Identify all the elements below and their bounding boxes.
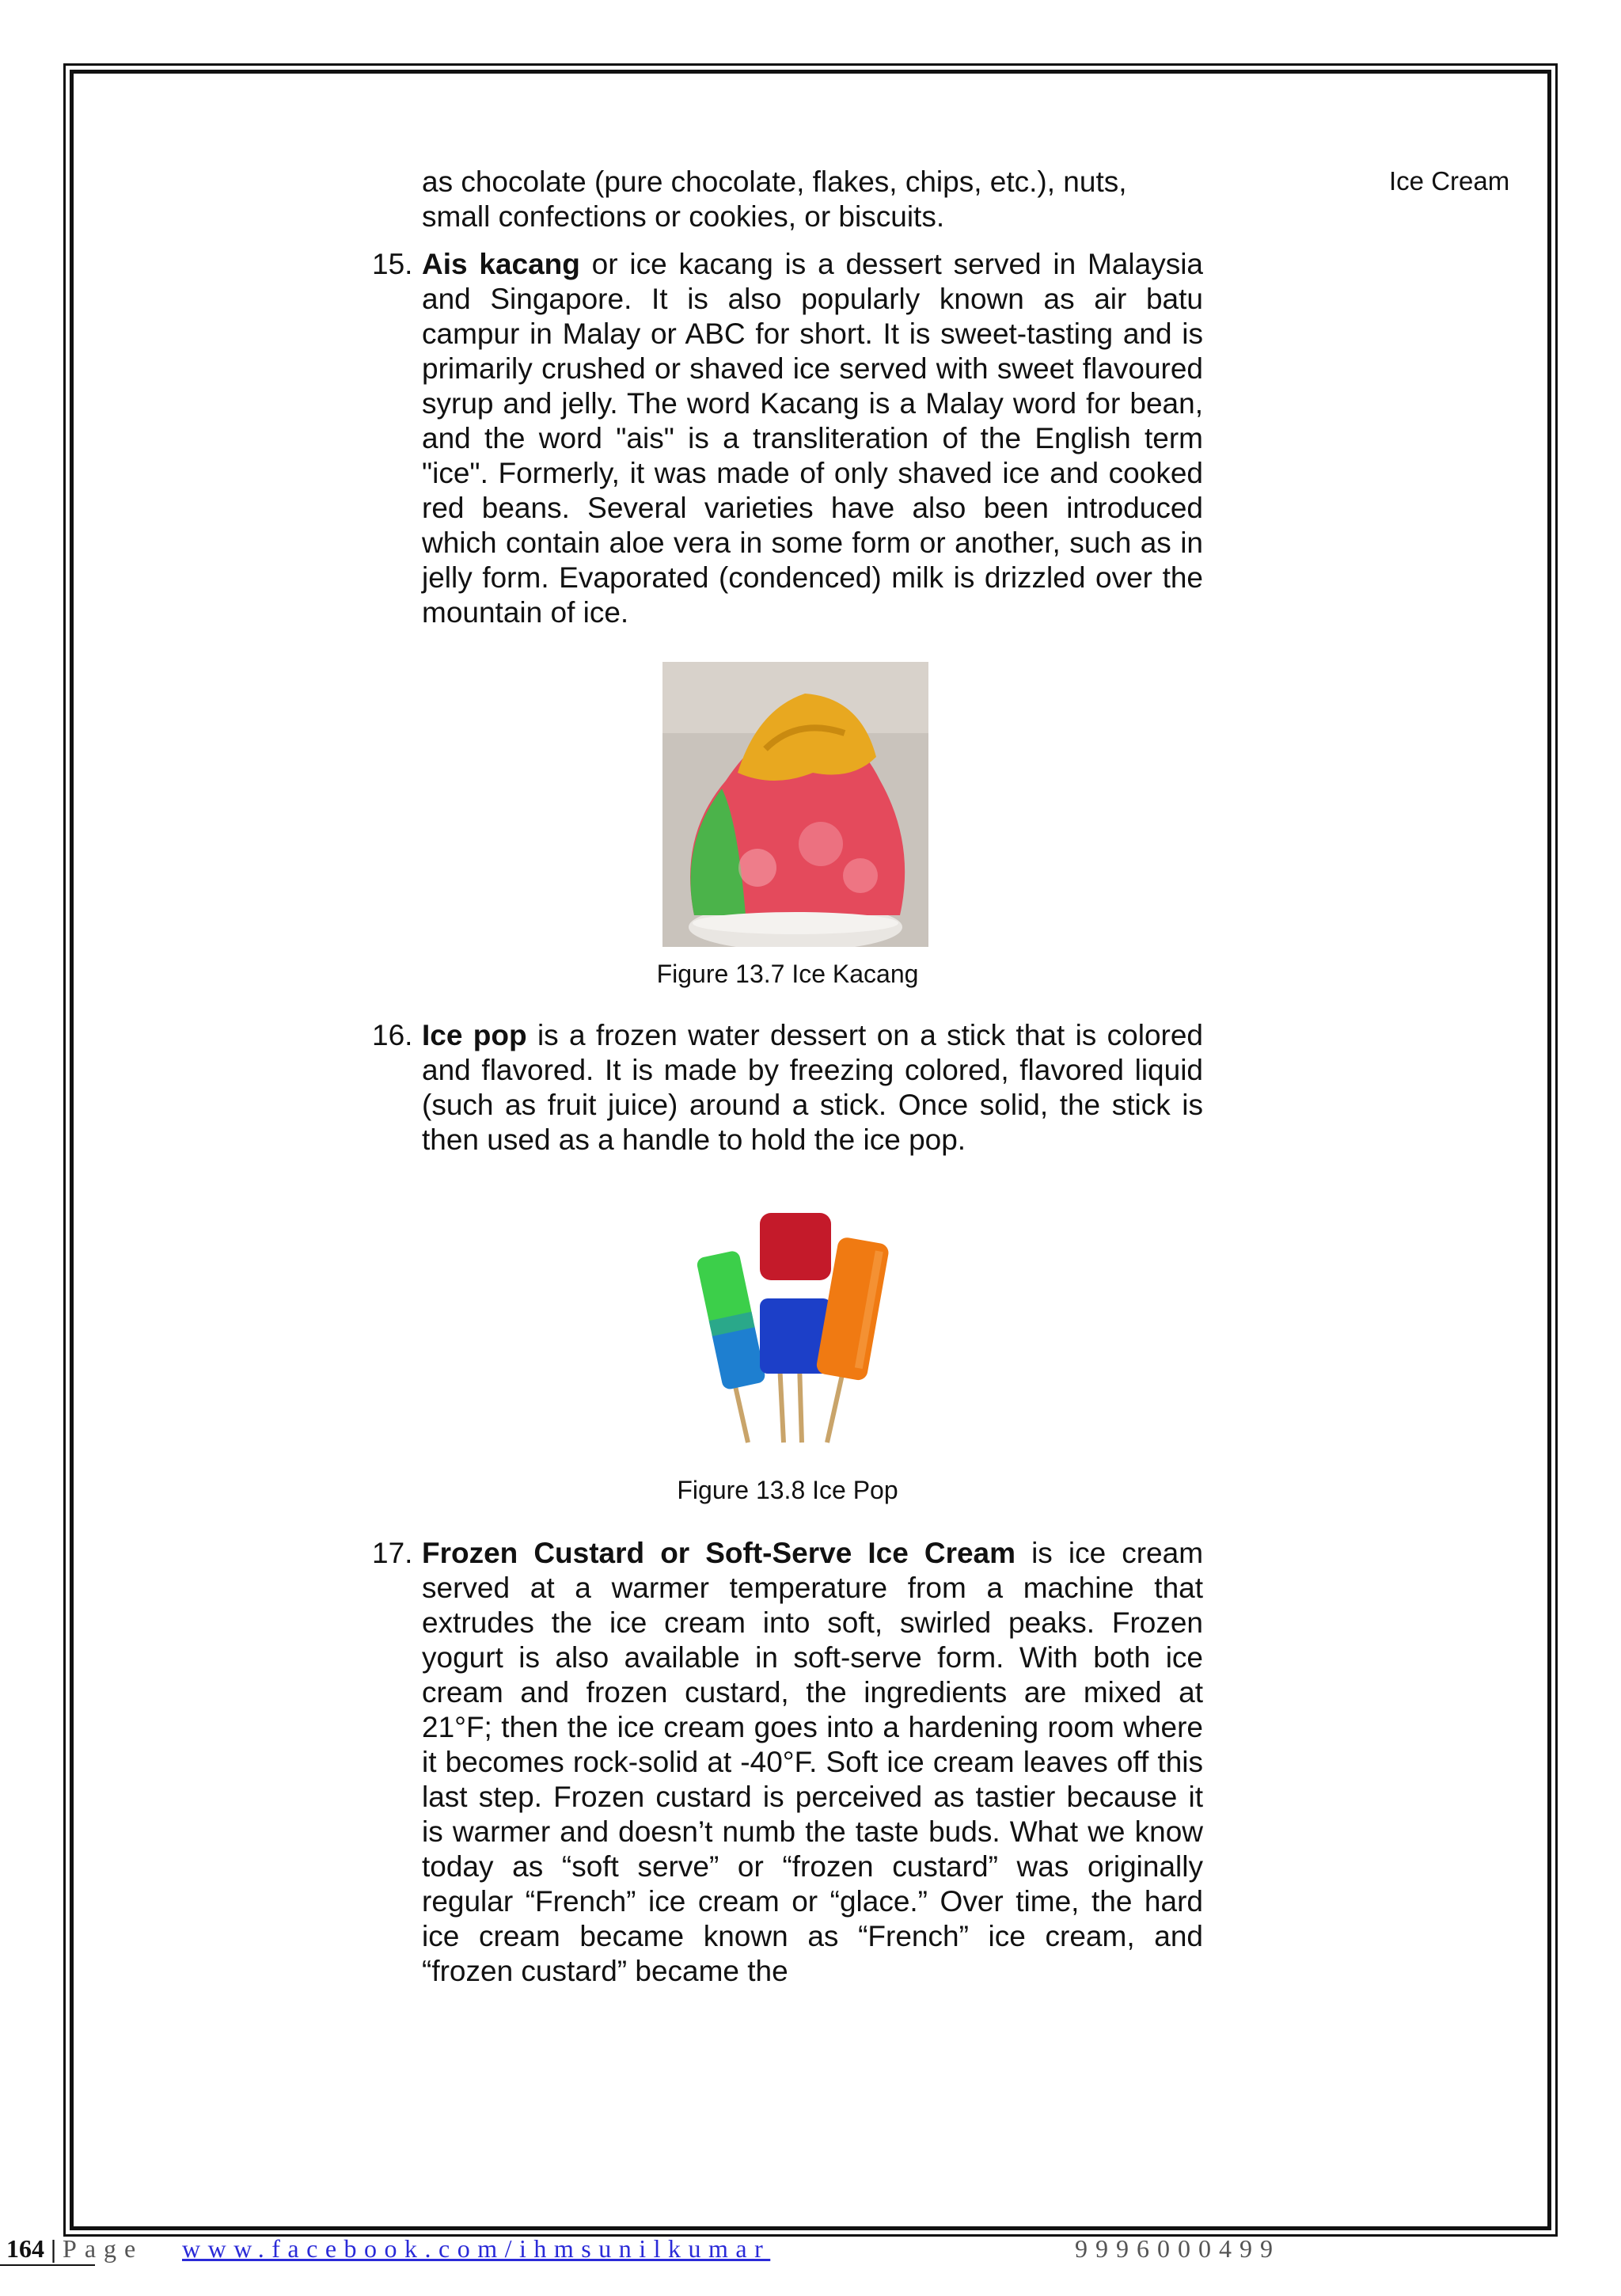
figure-ice-kacang <box>372 662 1203 991</box>
item-term: Ice pop <box>422 1019 527 1051</box>
intro-line-1: as chocolate (pure chocolate, flakes, chips, etc.), nuts, <box>422 165 1127 198</box>
intro-line-2: small confections or cookies, or biscuits. <box>422 200 945 233</box>
list-number: 17. <box>372 1537 413 1569</box>
item-term: Ais kacang <box>422 248 580 280</box>
intro-paragraph <box>372 165 1203 234</box>
item-body: or ice kacang is a dessert served in Malaysia and Singapore. It is also popularly known as air batu campur in Malay or ABC for short. It is sweet-tasting and is primarily crushed or shaved ice served with sweet flavoured syrup and jelly. The word Kacang is a Malay word for bean, and the word "ais" is a transliteration of the English term "ice". Formerly, it was made of only shaved ice and cooked red beans. Several varieties have also been introduced which contain aloe vera in some form or another, such as in jelly form. Evaporated (condenced) milk is drizzled over the mountain of ice. <box>422 248 1203 629</box>
footer-page-number <box>6 2234 143 2264</box>
ice-kacang-image <box>662 662 928 947</box>
main-content <box>372 165 1203 1989</box>
item-term: Frozen Custard or Soft-Serve Ice Cream <box>422 1537 1016 1569</box>
footer-facebook-link[interactable]: www.facebook.com/ihmsunilkumar <box>182 2234 771 2263</box>
running-header: Ice Cream <box>1389 166 1510 196</box>
item-body: is ice cream served at a warmer temperature from a machine that extrudes the ice cream into soft, swirled peaks. Frozen yogurt is also available in soft-serve form. With both ice cream and frozen custard, the ingredients are mixed at 21°F; then the ice cream goes into a hardening room where it becomes rock-solid at -40°F. Soft ice cream leaves off this last step. Frozen custard is perceived as tastier because it is warmer and doesn’t numb the taste buds. What we know today as “soft serve” or “frozen custard” was originally regular “French” ice cream or “glace.” Over time, the hard ice cream became known as “French” ice cream, and “frozen custard” became the <box>422 1537 1204 1987</box>
footer-rule <box>0 2264 95 2266</box>
list-number: 16. <box>372 1019 413 1051</box>
list-item-17 <box>372 1536 1203 1989</box>
figure-caption: Figure 13.8 Ice Pop <box>677 1476 898 1504</box>
ice-pop-image <box>685 1205 914 1450</box>
list-item-15 <box>372 247 1203 630</box>
footer-phone-number: 9996000499 <box>1075 2234 1281 2263</box>
page-word: Page <box>63 2234 144 2263</box>
item-body: is a frozen water dessert on a stick that is colored and flavored. It is made by freezing colored, flavored liquid (such as fruit juice) around a stick. Once solid, the stick is then used as a handle to hold the ice pop. <box>422 1019 1203 1156</box>
list-number: 15. <box>372 248 413 280</box>
figure-caption: Figure 13.7 Ice Kacang <box>656 960 919 988</box>
list-item-16 <box>372 1018 1203 1158</box>
page-separator: | <box>51 2234 57 2263</box>
figure-ice-pop <box>372 1205 1203 1507</box>
page-number: 164 <box>6 2234 44 2263</box>
